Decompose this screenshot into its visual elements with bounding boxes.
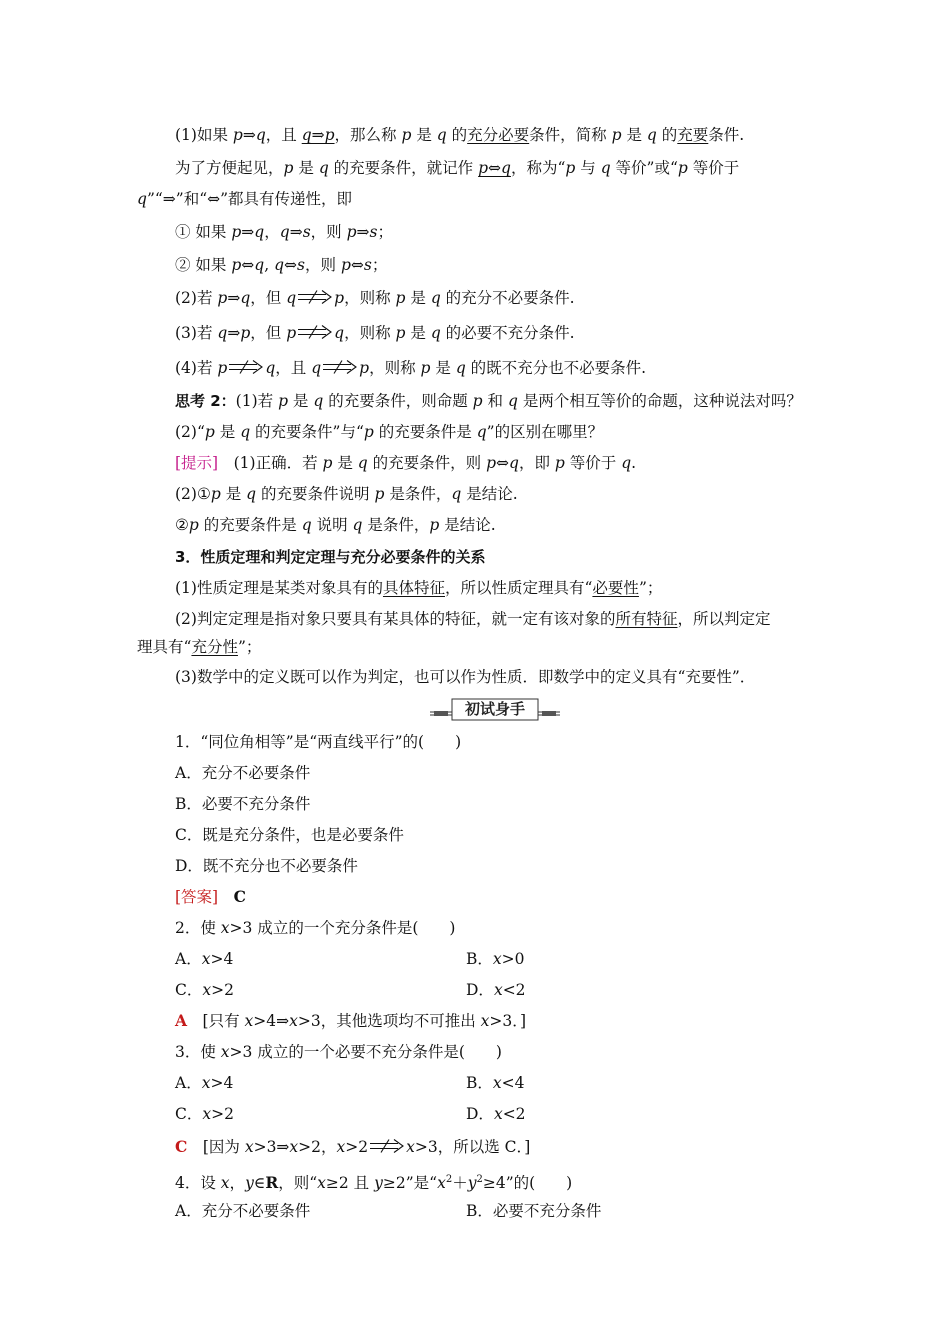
para-sufficient-not-necessary: (2)若 p⇒q，但 q p，则称 p 是 q 的充分不必要条件. — [175, 289, 575, 307]
blank-answer: 充分性 — [191, 638, 238, 656]
para-necessary-not-sufficient: (3)若 q⇒p，但 p q，则称 p 是 q 的必要不充分条件. — [175, 324, 575, 342]
blank-answer: 充要 — [677, 126, 709, 144]
blank-answer: p⇔q — [478, 159, 511, 177]
hint-tag: [提示] — [175, 454, 219, 472]
thinking-question: 思考 2：(1)若 p 是 q 的充要条件，则命题 p 和 q 是两个相互等价的命题，这种说法对吗？ — [175, 392, 802, 410]
para-transitivity: q”“⇒”和“⇔”都具有传递性，即 — [137, 190, 353, 208]
option-3a: A．x>4 — [175, 1074, 234, 1092]
blank-answer: 具体特征 — [382, 579, 445, 597]
blank-answer: q⇒p — [301, 126, 335, 144]
banner-title: 初试身手 — [464, 700, 525, 718]
blank-answer: 所有特征 — [615, 610, 678, 628]
para-judgment-theorem-cont: 理具有“充分性”； — [137, 638, 262, 656]
para-transitivity-1: ① 如果 p⇒q，q⇒s，则 p⇒s； — [175, 223, 394, 241]
option-4a: A．充分不必要条件 — [175, 1202, 311, 1220]
para-property-theorem: (1)性质定理是某类对象具有的具体特征，所以性质定理具有“必要性”； — [175, 579, 663, 597]
question-3: 3．使 x>3 成立的一个必要不充分条件是( ) — [175, 1043, 502, 1061]
para-definition: (3)数学中的定义既可以作为判定，也可以作为性质．即数学中的定义具有“充要性”． — [175, 668, 756, 686]
answer-1: [答案] C — [175, 887, 246, 906]
option-3d: D．x<2 — [466, 1105, 526, 1123]
para-neither: (4)若 p q，且 q p，则称 p 是 q 的既不充分也不必要条件. — [175, 359, 647, 377]
option-1d: D．既不充分也不必要条件 — [175, 857, 358, 875]
para-judgment-theorem: (2)判定定理是指对象只要具有某具体的特征，就一定有该对象的所有特征，所以判定定 — [175, 610, 771, 628]
option-3c: C．x>2 — [175, 1105, 234, 1123]
para-notation: 为了方便起见，p 是 q 的充要条件，就记作 p⇔q，称为“p 与 q 等价”或“p 等价于 — [175, 159, 740, 177]
not-implies-icon — [321, 360, 359, 374]
hint-answer-1: [提示] (1)正确．若 p 是 q 的充要条件，则 p⇔q，即 p 等价于 q. — [175, 454, 637, 472]
section-heading: 3．性质定理和判定定理与充分必要条件的关系 — [175, 548, 486, 566]
option-1c: C．既是充分条件，也是必要条件 — [175, 826, 404, 844]
option-2b: B．x>0 — [466, 950, 525, 968]
blank-answer: 必要性 — [592, 579, 639, 597]
hint-answer-2a: (2)①p 是 q 的充要条件说明 p 是条件，q 是结论. — [175, 485, 518, 503]
answer-2: A [只有 x>4⇒x>3，其他选项均不可推出 x>3．] — [175, 1011, 527, 1030]
question-4: 4．设 x，y∈R，则“x≥2 且 y≥2”是“$x^2+y^2\ge 4$”的( ) — [175, 1173, 573, 1193]
not-implies-icon — [368, 1139, 406, 1153]
answer-tag: [答案] — [175, 888, 219, 906]
section-banner — [430, 697, 560, 723]
option-3b: B．x<4 — [466, 1074, 525, 1092]
not-implies-icon — [296, 290, 334, 304]
option-2d: D．x<2 — [466, 981, 526, 999]
option-1a: A．充分不必要条件 — [175, 764, 311, 782]
para-definition-1: (1)如果 p⇒q，且 q⇒p，那么称 p 是 q 的充分必要条件，简称 p 是 q 的充要条件. — [175, 126, 745, 144]
answer-3: C [因为 x>3⇒x>2，x>2 x>3，所以选 C．] — [175, 1137, 531, 1156]
option-4b: B．必要不充分条件 — [466, 1202, 602, 1220]
not-implies-icon — [227, 360, 265, 374]
option-2c: C．x>2 — [175, 981, 234, 999]
blank-answer: 充分必要 — [467, 126, 530, 144]
hint-answer-2b: ②p 的充要条件是 q 说明 q 是条件，p 是结论. — [175, 516, 496, 534]
question-1: 1．“同位角相等”是“两直线平行”的( ) — [175, 733, 462, 751]
not-implies-icon — [296, 325, 334, 339]
question-2: 2．使 x>3 成立的一个充分条件是( ) — [175, 919, 456, 937]
para-transitivity-2: ② 如果 p⇔q, q⇔s，则 p⇔s； — [175, 256, 388, 274]
option-2a: A．x>4 — [175, 950, 234, 968]
thinking-question-2: (2)“p 是 q 的充要条件”与“p 的充要条件是 q”的区别在哪里？ — [175, 423, 604, 441]
option-1b: B．必要不充分条件 — [175, 795, 311, 813]
